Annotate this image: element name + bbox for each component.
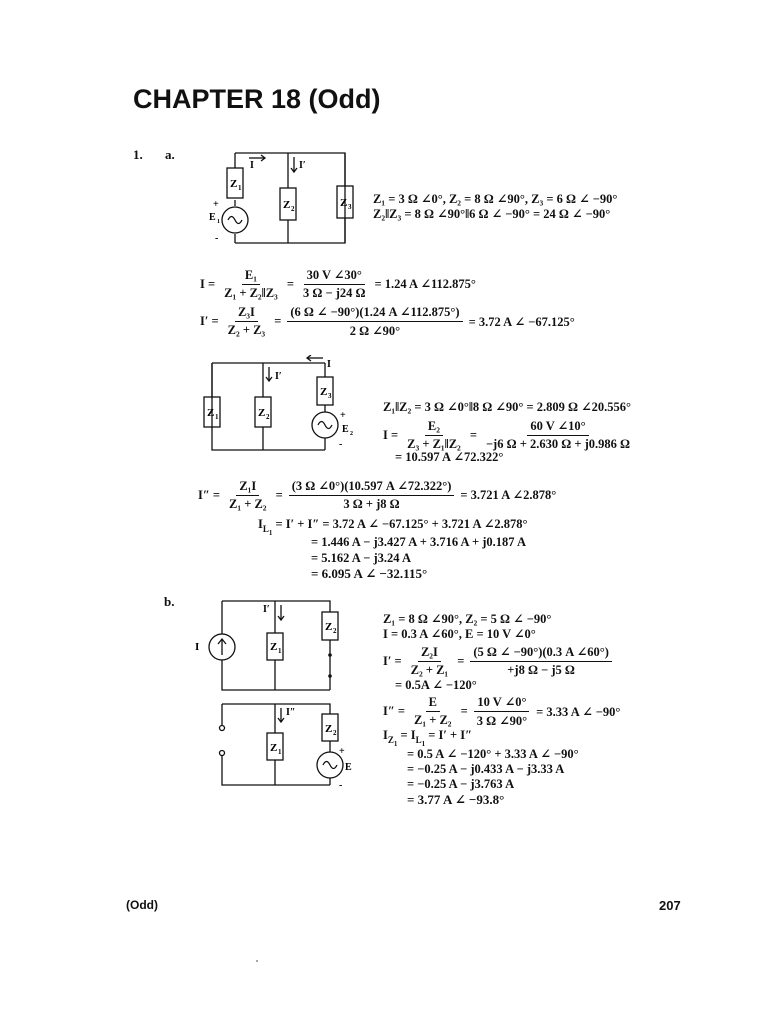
scan-speck — [256, 960, 258, 962]
svg-text:1: 1 — [217, 219, 220, 225]
z2-label: Z — [325, 621, 333, 633]
b-given-1: Z₁ = 8 Ω ∠90°, Z₂ = 5 Ω ∠ −90° — [383, 612, 552, 626]
a-current-i-second-equation: I = $\frac{\text{E₂}}{\text{Z₃ + Z₁‖Z₂}}$ = $\frac{60 V \angle 10^\circ}{-j6 \Omega + 2.630 \Omega + j0.986 \Omega}$ — [383, 418, 631, 451]
z1-label: Z — [207, 407, 215, 419]
b-current-iz1-line-1: $I_{Z_1} = I_{L_1} = I' + I''$ — [383, 728, 473, 748]
z2-label: Z — [325, 723, 333, 735]
source-e-label: E — [345, 762, 352, 773]
b-current-iz1-line-3: = −0.25 A − j0.433 A − j3.33 A — [407, 762, 565, 776]
z1-label: Z — [230, 178, 238, 190]
z3-label: Z — [340, 197, 348, 209]
z2-label: Z — [258, 407, 266, 419]
svg-text:-: - — [339, 780, 343, 791]
svg-text:+: + — [340, 410, 346, 421]
z1-label: Z — [270, 641, 278, 653]
b-current-iz1-line-2: = 0.5 A ∠ −120° + 3.33 A ∠ −90° — [407, 747, 579, 761]
current-i-label: I — [327, 359, 331, 370]
page-number: 207 — [659, 898, 681, 913]
svg-text:+: + — [213, 199, 219, 210]
b-current-iz1-result: = 3.77 A ∠ −93.8° — [407, 792, 505, 807]
svg-text:3: 3 — [348, 203, 352, 211]
svg-text:2: 2 — [333, 627, 337, 635]
current-i-prime-label: I′ — [263, 604, 270, 615]
svg-text:1: 1 — [238, 184, 242, 192]
current-i-prime-label: I′ — [299, 160, 306, 171]
part-a-label: a. — [165, 147, 175, 162]
a-current-i-second-result: = 10.597 A ∠72.322° — [395, 450, 504, 464]
b-current-i-prime-result: = 0.5A ∠ −120° — [395, 678, 477, 692]
a-given-1: Z₁ = 3 Ω ∠0°, Z₂ = 8 Ω ∠90°, Z₃ = 6 Ω ∠ −90° — [373, 192, 618, 206]
a-current-i-prime-equation: I′ = $\frac{\text{Z₃I}}{\text{Z₂ + Z₃}}$ = $\frac{(6 \Omega \angle -90^\circ)(1.24 A \angle 112.875^\circ)}{2 \Omega \angle 90^\circ}$ = 3.72 A ∠ −67.125° — [200, 305, 575, 338]
svg-text:2: 2 — [291, 205, 295, 213]
svg-text:2: 2 — [266, 413, 270, 421]
a-current-il1-line-1: $I_{L_1} = I' + I'' = 3.72$ A ∠ −67.125° + 3.721 A ∠2.878° — [258, 517, 528, 537]
circuit-a2-diagram — [195, 355, 365, 455]
circuit-b2-diagram — [195, 697, 365, 797]
svg-text:1: 1 — [215, 413, 219, 421]
z1-label: Z — [270, 742, 278, 754]
a-current-i-double-prime-equation: I″ = $\frac{\text{Z₁I}}{\text{Z₁ + Z₂}}$ = $\frac{(3 \Omega \angle 0^\circ)(10.597 A \angle 72.322^\circ)}{3 \Omega + j8 \Omega}$ = 3.721 A ∠2.878° — [198, 478, 557, 511]
a-current-il1-result: = 6.095 A ∠ −32.115° — [311, 566, 428, 581]
svg-text:3: 3 — [328, 392, 332, 400]
svg-text:1: 1 — [278, 748, 282, 756]
chapter-title: CHAPTER 18 (Odd) — [133, 84, 381, 114]
z3-label: Z — [320, 386, 328, 398]
source-e2-label: E — [342, 424, 349, 435]
b-current-i-double-prime-equation: I″ = $\frac{E}{\text{Z₁ + Z₂}}$ = $\frac{10 V \angle 0^\circ}{3 \Omega \angle 90^\circ}$ = 3.33 A ∠ −90° — [383, 695, 621, 728]
b-current-i-prime-equation: I′ = $\frac{\text{Z₂I}}{\text{Z₂ + Z₁}}$ = $\frac{(5 \Omega \angle -90^\circ)(0.3 A \angle 60^\circ)}{+j8 \Omega - j5 \Omega}$ — [383, 644, 618, 678]
problem-number: 1. — [133, 147, 143, 162]
a-current-il1-line-2: = 1.446 A − j3.427 A + 3.716 A + j0.187 A — [311, 535, 526, 549]
b-current-iz1-line-4: = −0.25 A − j3.763 A — [407, 777, 515, 791]
current-i-double-prime-label: I″ — [286, 707, 296, 718]
svg-text:2: 2 — [333, 729, 337, 737]
circuit-a1-diagram — [195, 148, 355, 248]
a-current-il1-line-3: = 5.162 A − j3.24 A — [311, 551, 412, 565]
a-current-i-equation: I = $\frac{\text{E₁}}{\text{Z₁ + Z₂‖Z₃}}$ = $\frac{30 V \angle 30^\circ}{3 \Omega - j24 \Omega}$ = 1.24 A ∠112.875° — [200, 267, 476, 300]
part-b-label: b. — [164, 594, 175, 609]
svg-text:2: 2 — [350, 431, 353, 437]
source-i-label: I — [195, 641, 200, 653]
source-e1-label: E — [209, 212, 216, 223]
svg-text:-: - — [339, 439, 343, 450]
current-i-prime-label: I′ — [275, 371, 282, 382]
svg-text:1: 1 — [278, 647, 282, 655]
svg-text:+: + — [339, 746, 345, 757]
z2-label: Z — [283, 199, 291, 211]
a-given-2: Z₂‖Z₃ = 8 Ω ∠90°‖6 Ω ∠ −90° = 24 Ω ∠ −90° — [373, 207, 611, 221]
a-parallel-z1-z2: Z₁‖Z₂ = 3 Ω ∠0°‖8 Ω ∠90° = 2.809 Ω ∠20.556° — [383, 400, 631, 414]
svg-text:-: - — [215, 233, 219, 244]
b-given-2: I = 0.3 A ∠60°, E = 10 V ∠0° — [383, 627, 536, 641]
footer-left-label: (Odd) — [126, 898, 158, 912]
current-i-label: I — [250, 160, 254, 171]
circuit-b1-diagram — [195, 598, 365, 698]
